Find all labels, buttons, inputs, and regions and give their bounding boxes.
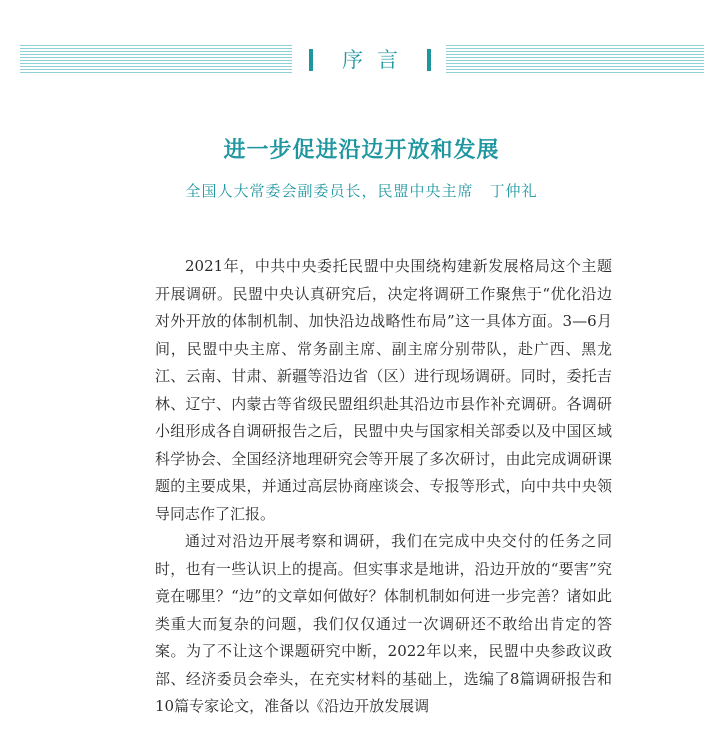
- header-stripes-left: [20, 45, 292, 75]
- section-title: 序言: [342, 48, 412, 72]
- author-line: 全国人大常委会副委员长，民盟中央主席 丁仲礼: [185, 182, 538, 200]
- header-bar-right: [427, 49, 431, 71]
- article-body: [155, 253, 612, 721]
- header-bar-left: [309, 49, 313, 71]
- paragraph: 通过对沿边开展考察和调研，我们在完成中央交付的任务之同时，也有一些认识上的提高。但实事求是地讲，沿边开放的“要害”究竟在哪里？“边”的文章如何做好？体制机制如何进一步完善？诸如此类重大而复杂的问题，我们仅仅通过一次调研还不敢给出肯定的答案。为了不让这个课题研究中断，2022年以来，民盟中央参政议政部、经济委员会牵头，在充实材料的基础上，选编了8篇调研报告和10篇专家论文，准备以《沿边开放发展调: [155, 532, 612, 715]
- paragraph: 2021年，中共中央委托民盟中央围绕构建新发展格局这个主题开展调研。民盟中央认真研究后，决定将调研工作聚焦于“优化沿边对外开放的体制机制、加快沿边战略性布局”这一具体方面。3—6月间，民盟中央主席、常务副主席、副主席分别带队，赴广西、黑龙江、云南、甘肃、新疆等沿边省（区）进行现场调研。同时，委托吉林、辽宁、内蒙古等省级民盟组织赴其沿边市县作补充调研。各调研小组形成各自调研报告之后，民盟中央与国家相关部委以及中国区域科学协会、全国经济地理研究会等开展了多次研讨，由此完成调研课题的主要成果，并通过高层协商座谈会、专报等形式，向中共中央领导同志作了汇报。: [155, 257, 612, 523]
- section-header: [0, 45, 723, 75]
- header-stripes-right: [446, 45, 704, 75]
- article-title: 进一步促进沿边开放和发展: [223, 137, 500, 163]
